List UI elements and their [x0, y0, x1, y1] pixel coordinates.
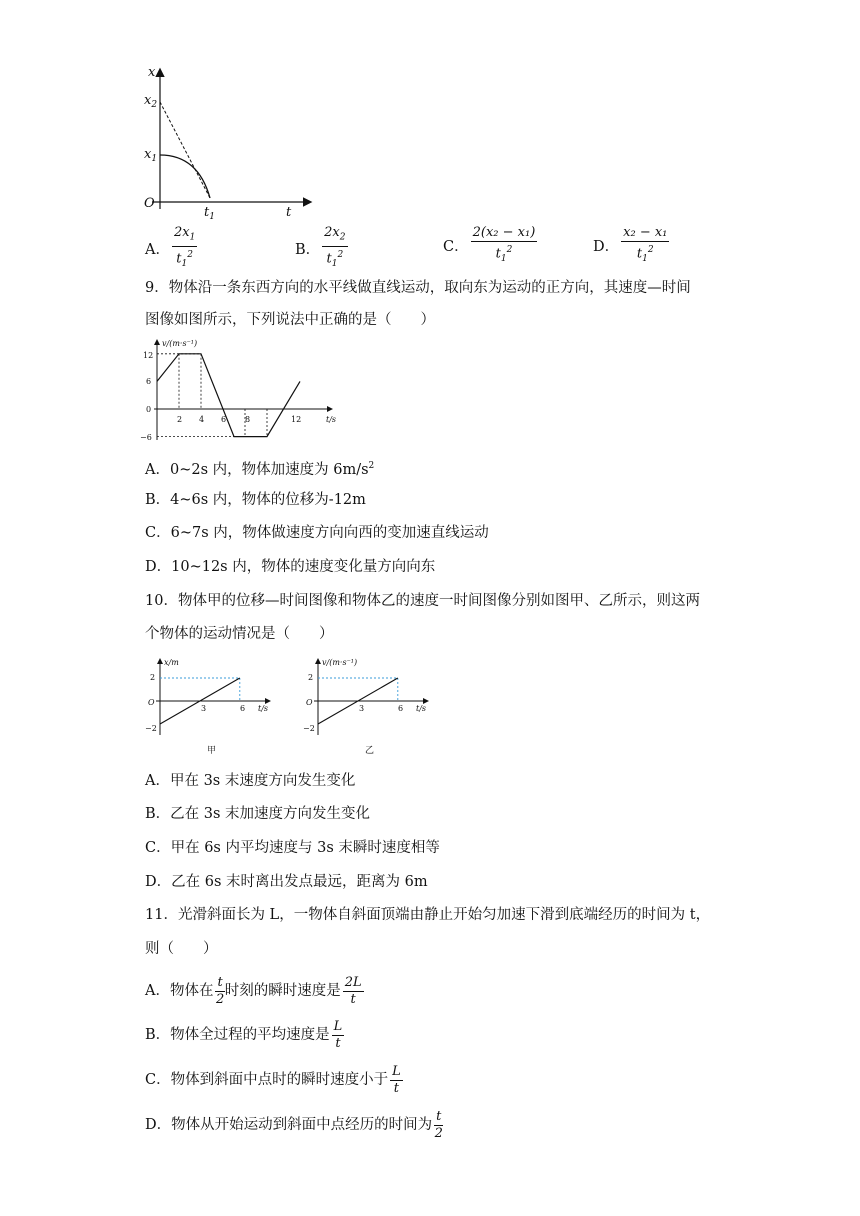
- q10a-caption: 甲: [207, 746, 217, 756]
- curve: [160, 155, 210, 198]
- q9-option-c[interactable]: C．6~7s 内，物体做速度方向向西的变加速直线运动: [145, 525, 489, 541]
- fraction: $\frac{2x_2}{t_1^2}$: [324, 225, 346, 269]
- fraction: $\frac{2L}{t}$: [344, 974, 362, 1007]
- fraction: $\frac{\text{x₂ − x₁}}{t_1^2}$: [623, 225, 668, 264]
- q10b-ytick-neg2: −2: [303, 724, 315, 733]
- q9-xlabel: t/s: [326, 415, 337, 424]
- q10-graph-a: [142, 655, 282, 760]
- q10a-xtick-3: 3: [201, 704, 207, 713]
- q10-option-c[interactable]: C．甲在 6s 内平均速度与 3s 末瞬时速度相等: [145, 840, 440, 856]
- q9-ytick-neg6: −6: [140, 433, 152, 442]
- q9-xtick-6: 6: [221, 415, 227, 424]
- q10-option-a[interactable]: A．甲在 3s 末速度方向发生变化: [145, 773, 356, 789]
- q10a-ylabel: x/m: [164, 658, 179, 667]
- q11-option-d[interactable]: D．物体从开始运动到斜面中点经历的时间为 $\frac{t}{2}$: [145, 1108, 443, 1141]
- q10b-xlabel: t/s: [416, 704, 427, 713]
- fraction: $\frac{\text{2(x₂ − x₁)}}{t_1^2}$: [472, 225, 536, 264]
- q9-ytick-0: 0: [146, 405, 152, 414]
- q8-option-c[interactable]: C． $\frac{\text{2(x₂ − x₁)}}{t_1^2}$: [443, 225, 536, 264]
- q9-xtick-4: 4: [199, 415, 205, 424]
- q9-ytick-12: 12: [143, 351, 154, 360]
- x1-label: $x_1$: [144, 147, 158, 164]
- q8-option-d[interactable]: D． $\frac{\text{x₂ − x₁}}{t_1^2}$: [593, 225, 668, 264]
- q9-option-b[interactable]: B．4~6s 内，物体的位移为-12m: [145, 492, 366, 508]
- q11-option-c[interactable]: C．物体到斜面中点时的瞬时速度小于 $\frac{L}{t}$: [145, 1063, 401, 1096]
- q9-stem-line1: 9．物体沿一条东西方向的水平线做直线运动，取向东为运动的正方向，其速度—时间: [145, 280, 691, 296]
- origin-label: O: [144, 196, 155, 211]
- q9-velocity-line: [157, 354, 300, 437]
- q9-ylabel: v/(m·s⁻¹): [162, 339, 198, 348]
- fraction: $\frac{t}{2}$: [215, 974, 225, 1007]
- q8-option-a[interactable]: A． $\frac{2x_1}{t_1^2}$: [145, 225, 196, 269]
- q9-ytick-6: 6: [146, 377, 152, 386]
- q9-guide-lines: [157, 354, 267, 437]
- t-axis-label: t: [286, 205, 292, 220]
- q11-stem-line1: 11．光滑斜面长为 L，一物体自斜面顶端由静止开始匀加速下滑到底端经历的时间为 t，: [145, 907, 711, 923]
- q10a-guide-lines: [160, 678, 240, 701]
- q10b-ytick-2: 2: [308, 673, 314, 682]
- q10b-xtick-3: 3: [359, 704, 365, 713]
- fraction: $\frac{L}{t}$: [333, 1018, 343, 1051]
- q10a-xlabel: t/s: [258, 704, 269, 713]
- q10b-origin: O: [306, 698, 313, 707]
- q10a-ytick-neg2: −2: [145, 724, 157, 733]
- t1-label: $t_1$: [204, 205, 215, 222]
- q10a-ytick-2: 2: [150, 673, 156, 682]
- q9-xtick-8: 8: [245, 415, 251, 424]
- q10-stem-line2: 个物体的运动情况是（ ）: [145, 626, 334, 642]
- q9-option-d[interactable]: D．10~12s 内，物体的速度变化量方向向东: [145, 559, 436, 575]
- fraction: $\frac{2x_1}{t_1^2}$: [173, 225, 196, 269]
- q9-vt-graph: [140, 336, 350, 448]
- q10-stem-line1: 10．物体甲的位移—时间图像和物体乙的速度一时间图像分别如图甲、乙所示，则这两: [145, 593, 700, 609]
- fraction: $\frac{L}{t}$: [392, 1063, 401, 1096]
- q10a-xtick-6: 6: [240, 704, 246, 713]
- q10-graph-b: [300, 655, 440, 760]
- q10b-ylabel: v/(m·s⁻¹): [322, 658, 358, 667]
- q8-option-b[interactable]: B． $\frac{2x_2}{t_1^2}$: [295, 225, 346, 269]
- q10a-origin: O: [148, 698, 155, 707]
- q10-option-d[interactable]: D．乙在 6s 末时离出发点最远，距离为 6m: [145, 874, 428, 890]
- x2-label: $x_2$: [144, 93, 158, 110]
- q10b-guide-lines: [318, 678, 398, 701]
- q11-option-a[interactable]: A．物体在 $\frac{t}{2}$ 时刻的瞬时速度是 $\frac{2L}{t}$: [145, 974, 362, 1007]
- x-axis-label: x: [148, 65, 156, 80]
- q11-stem-line2: 则（ ）: [145, 941, 218, 957]
- q11-option-b[interactable]: B．物体全过程的平均速度是 $\frac{L}{t}$: [145, 1018, 343, 1051]
- q9-xtick-12: 12: [291, 415, 302, 424]
- q9-option-a[interactable]: A．0~2s 内，物体加速度为 $6m/s^2$: [145, 461, 375, 478]
- top-xt-graph: [140, 62, 315, 222]
- q10b-xtick-6: 6: [398, 704, 404, 713]
- fraction: $\frac{t}{2}$: [434, 1108, 443, 1141]
- q8-options: [145, 225, 725, 269]
- tangent-line: [160, 102, 210, 198]
- q9-xtick-2: 2: [177, 415, 183, 424]
- q10b-caption: 乙: [365, 746, 375, 756]
- q9-stem-line2: 图像如图所示，下列说法中正确的是（ ）: [145, 312, 435, 328]
- q10-option-b[interactable]: B．乙在 3s 末加速度方向发生变化: [145, 806, 371, 822]
